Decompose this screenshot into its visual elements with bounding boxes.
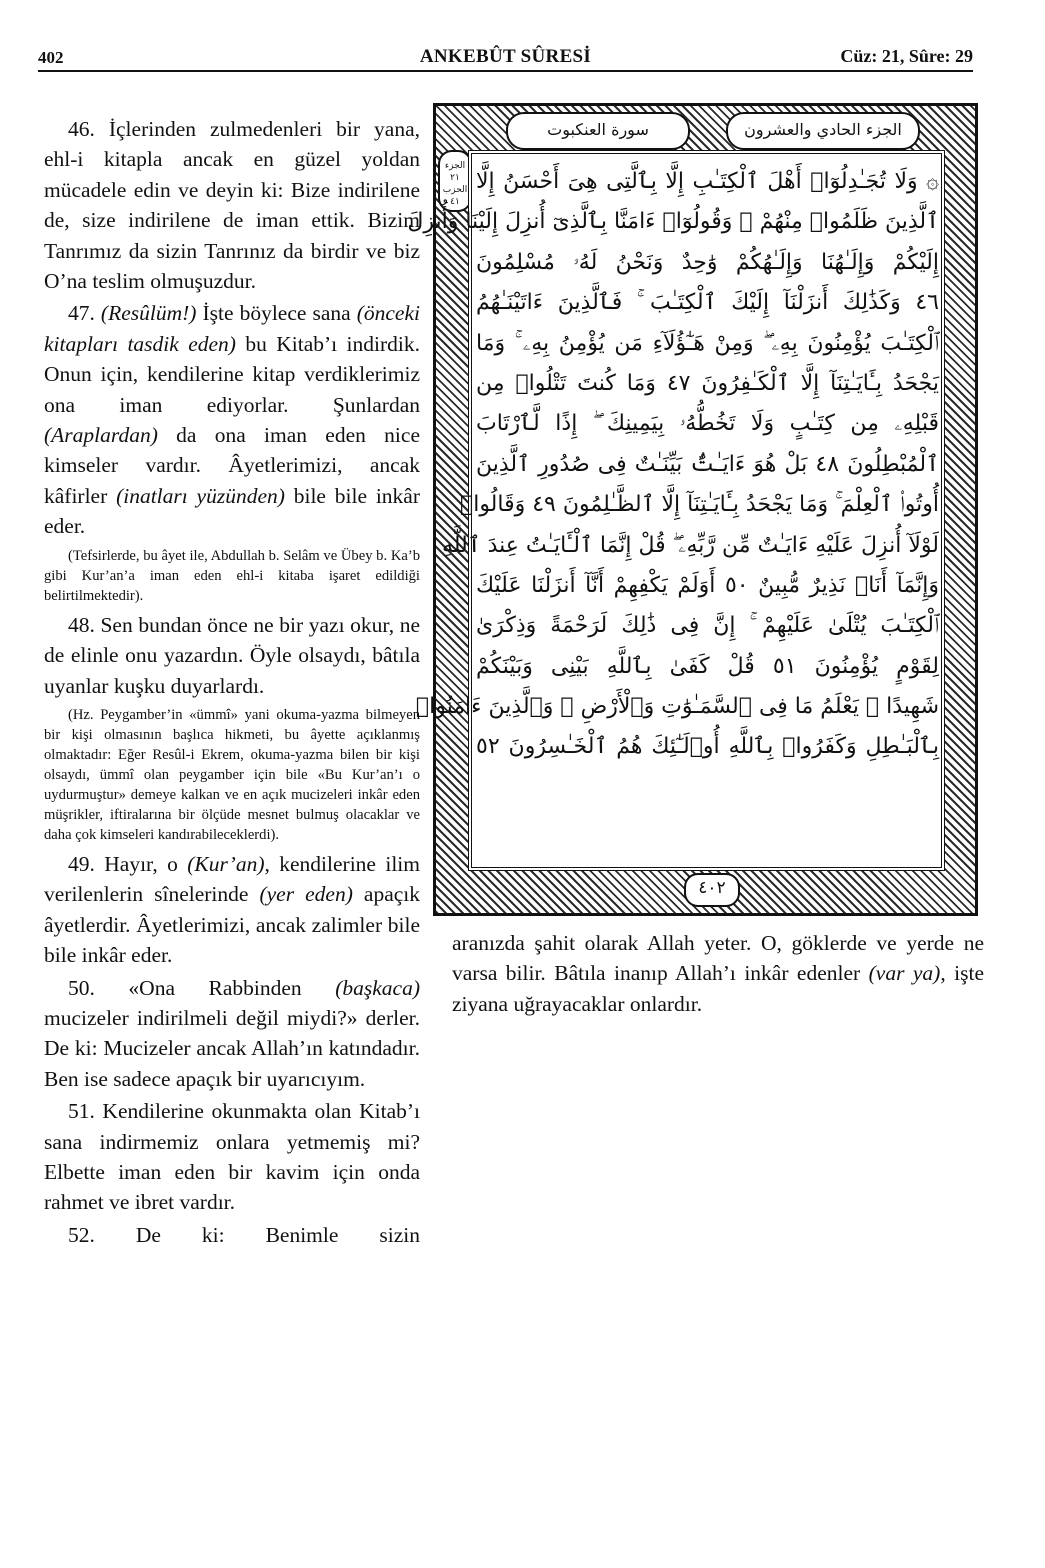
mushaf-page-number: ٤٠٢ <box>684 873 740 907</box>
page-number: 402 <box>38 48 64 67</box>
quran-line: يَجْحَدُ بِـَٔايَـٰتِنَآ إِلَّا ٱلْكَـٰفِرُونَ ٤٧ وَمَا كُنتَ تَتْلُوا۟ مِن <box>476 370 939 396</box>
quran-line: لَوْلَآ أُنزِلَ عَلَيْهِ ءَايَـٰتٌ مِّن رَّبِّهِۦ ۖ قُلْ إِنَّمَا ٱلْـَٔايَـٰتُ عِندَ ٱللَّهِ <box>441 532 939 558</box>
note-48: (Hz. Peygamber’in «ümmî» yani okuma-yazma bilmeyen bir kişi olmasının başlıca hikmeti, bu âyette açıklanmış olmaktadır: Eğer Resûl-i Ekrem, okuma-yazma bilen bir kişi olsaydı, ümmî olan peygamber için bile «Bu Kur’an’ı o uydurmuştur» demeye kalkan ve en açık mucizeleri inkâr eden müşrikler, iftiralarına bir ölçüde mesnet bulmuş olacaklar ve daha çok kimseleri kandırabileceklerdi). <box>44 706 420 843</box>
page-header <box>38 40 973 72</box>
quran-line: لِقَوْمٍ يُؤْمِنُونَ ٥١ قُلْ كَفَىٰ بِٱللَّهِ بَيْنِى وَبَيْنَكُمْ <box>476 653 939 679</box>
quran-line: ٱلْمُبْطِلُونَ ٤٨ بَلْ هُوَ ءَايَـٰتٌۢ بَيِّنَـٰتٌ فِى صُدُورِ ٱلَّذِينَ <box>476 451 939 477</box>
verse-49: 49. Hayır, o (Kur’an), kendilerine ilim verilenlerin sînelerinde (yer eden) apaçık âyetlerdir. Âyetlerimizi, ancak zalimler bile bile inkâr eder. <box>44 851 421 968</box>
quran-line: ٱلْكِتَـٰبَ يُؤْمِنُونَ بِهِۦ ۖ وَمِنْ هَـٰٓؤُلَآءِ مَن يُؤْمِنُ بِهِۦ ۚ وَمَا <box>476 330 939 356</box>
quran-line: ٱلْكِتَـٰبَ يُتْلَىٰ عَلَيْهِمْ ۚ إِنَّ فِى ذَٰلِكَ لَرَحْمَةً وَذِكْرَىٰ <box>476 613 939 639</box>
verse-48: 48. Sen bundan önce ne bir yazı okur, ne de elinle onu yazardın. Öyle olsaydı, bâtıla uyanlar kuşku duyarlardı. <box>44 612 420 698</box>
quran-line: بِٱلْبَـٰطِلِ وَكَفَرُوا۟ بِٱللَّهِ أُو۟لَـٰٓئِكَ هُمُ ٱلْخَـٰسِرُونَ ٥٢ <box>476 734 939 760</box>
quran-line: ٱلَّذِينَ ظَلَمُوا۟ مِنْهُمْ ۖ وَقُولُوٓا۟ ءَامَنَّا بِٱلَّذِىٓ أُنزِلَ إِلَيْنَا وَأُنزِلَ <box>407 209 939 235</box>
surah-title: ANKEBÛT SÛRESİ <box>419 46 592 67</box>
quran-line: أُوتُوا۟ ٱلْعِلْمَ ۚ وَمَا يَجْحَدُ بِـَٔايَـٰتِنَآ إِلَّا ٱلظَّـٰلِمُونَ ٤٩ وَقَالُوا۟ <box>460 492 939 518</box>
surah-cartouche: سورة العنكبوت <box>506 112 690 150</box>
juz-cartouche: الجزء الحادي والعشرون <box>726 112 920 150</box>
quran-line: ٤٦ وَكَذَٰلِكَ أَنزَلْنَآ إِلَيْكَ ٱلْكِتَـٰبَ ۚ فَٱلَّذِينَ ءَاتَيْنَـٰهُمُ <box>476 290 939 316</box>
juz-info: Cüz: 21, Sûre: 29 <box>840 46 973 66</box>
quran-line: قَبْلِهِۦ مِن كِتَـٰبٍ وَلَا تَخُطُّهُۥ بِيَمِينِكَ ۖ إِذًا لَّٱرْتَابَ <box>476 411 939 437</box>
translation-column <box>44 114 420 1252</box>
juz-side-tab: الجزء ٢١ الحزب ٤١ <box>438 150 472 212</box>
quran-line: شَهِيدًا ۖ يَعْلَمُ مَا فِى ٱلسَّمَـٰوَٰتِ وَٱلْأَرْضِ ۗ وَٱلَّذِينَ ءَامَنُوا۟ <box>415 694 939 720</box>
verse-52-start: 52. De ki: Benimle sizin <box>68 1222 420 1247</box>
note-47: (Tefsirlerde, bu âyet ile, Abdullah b. Selâm ve Übey b. Ka’b gibi Kur’an’a iman eden ehl-i kitaba işaret edildiği belirtilmektedir). <box>44 547 420 604</box>
translation-continuation <box>452 928 984 1019</box>
verse-46: 46. İçlerinden zulmedenleri bir yana, ehl-i kitapla ancak en güzel yoldan mücadele edin ve deyin ki: Bize indirilene de, size indirilene de iman ettik. Bizim Tanrımız da sizin Tanrınız da birdir ve biz O’na teslim olmuşuzdur. <box>44 117 420 294</box>
verse-50: 50. «Ona Rabbinden (başkaca) mucizeler indirilmeli değil miydi?» derler. De ki: Mucizeler ancak Allah’ın katındadır. Ben ise sadece apaçık bir uyarıcıyım. <box>44 975 420 1091</box>
quran-line: إِلَيْكُمْ وَإِلَـٰهُنَا وَإِلَـٰهُكُمْ وَٰحِدٌ وَنَحْنُ لَهُۥ مُسْلِمُونَ <box>476 249 939 275</box>
verse-47: 47. (Resûlüm!) İşte böylece sana (önceki kitapları tasdik eden) bu Kitab’ı indirdik. Onun için, kendilerine kitap verdiklerimiz ona iman ediyorlar. Şunlardan (Araplardan) da ona iman eden nice kimseler vardır. Âyetlerimizi, ancak kâfirler (inatları yüzünden) bile bile inkâr eder. <box>44 301 420 539</box>
verse-52-continued: aranızda şahit olarak Allah yeter. O, göklerde ve yerde ne varsa bilir. Bâtıla inanıp Allah’ı inkâr edenler (var ya), işte ziyana uğrayacaklar onlardır. <box>452 931 984 1016</box>
quran-line: ۞ وَلَا تُجَـٰدِلُوٓا۟ أَهْلَ ٱلْكِتَـٰبِ إِلَّا بِٱلَّتِى هِىَ أَحْسَنُ إِلَّا <box>476 169 939 194</box>
quran-line: وَإِنَّمَآ أَنَا۠ نَذِيرٌ مُّبِينٌ ٥٠ أَوَلَمْ يَكْفِهِمْ أَنَّآ أَنزَلْنَا عَلَيْكَ <box>476 572 939 598</box>
verse-51: 51. Kendilerine okunmakta olan Kitab’ı sana indirmemiz onlara yetmemiş mi? Elbette iman eden bir kavim için onda rahmet ve ibret vardır. <box>44 1099 420 1215</box>
mushaf-frame <box>407 103 978 916</box>
